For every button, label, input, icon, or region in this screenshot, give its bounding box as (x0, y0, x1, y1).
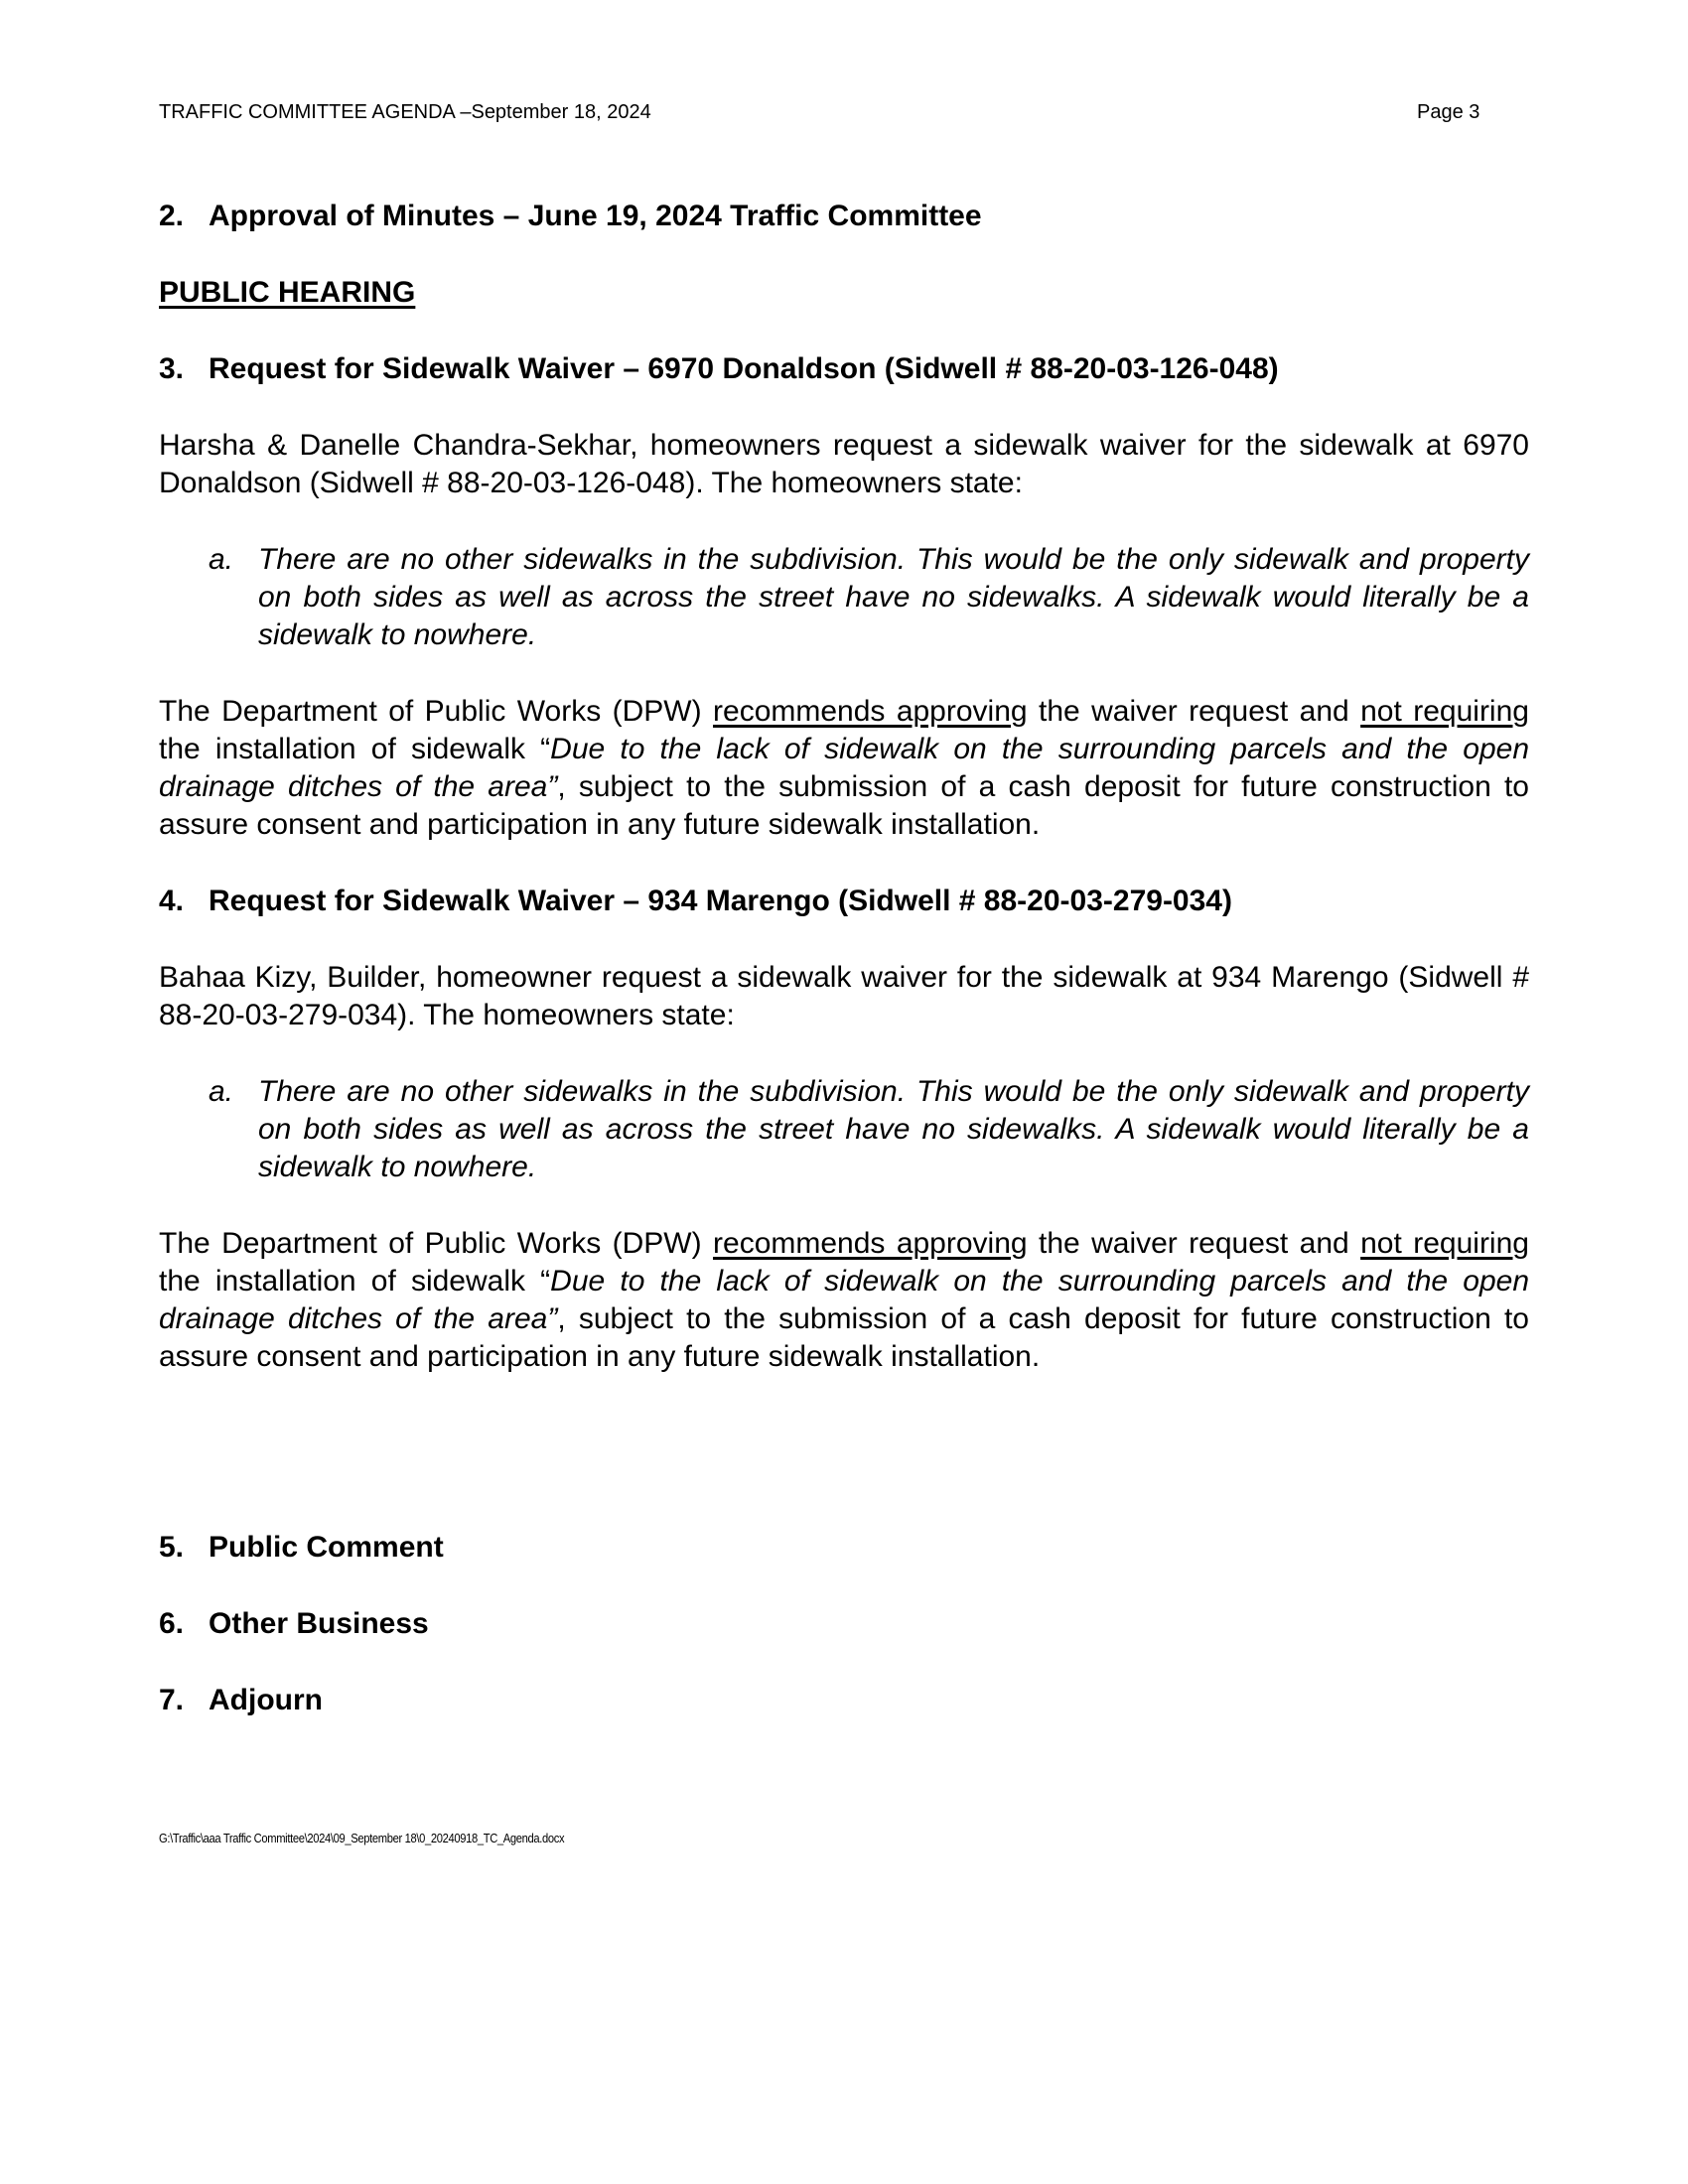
point-text: There are no other sidewalks in the subdivision. This would be the only sidewalk and property on both sides as well as across the street have no sidewalks. A sidewalk would literally be a sidewalk to nowhere. (258, 1075, 1529, 1183)
rec-quote: Due to the lack of sidewalk on the surrounding parcels and the open drainage ditches of the area” (159, 733, 1529, 803)
item-3-point-a (209, 541, 1529, 654)
agenda-item-6 (159, 1605, 1529, 1643)
rec-emphasis: not requiring (1360, 1227, 1529, 1260)
item-number: 5. (159, 1531, 185, 1564)
footer-file-path: G:\Traffic\aaa Traffic Committee\2024\09_September 18\0_20240918_TC_Agenda.docx (159, 1831, 565, 1845)
rec-emphasis: recommends approving (713, 1227, 1028, 1260)
item-3-intro: Harsha & Danelle Chandra-Sekhar, homeowners request a sidewalk waiver for the sidewalk at 6970 Donaldson (Sidwell # 88-20-03-126-048). The homeowners state: (159, 429, 1529, 499)
point-text: There are no other sidewalks in the subdivision. This would be the only sidewalk and property on both sides as well as across the street have no sidewalks. A sidewalk would literally be a sidewalk to nowhere. (258, 543, 1529, 651)
item-4-intro: Bahaa Kizy, Builder, homeowner request a sidewalk waiver for the sidewalk at 934 Marengo (Sidwell # 88-20-03-279-034). The homeowners state: (159, 961, 1529, 1031)
item-4-point-a (209, 1073, 1529, 1186)
item-3-recommendation (159, 693, 1529, 844)
section-heading: PUBLIC HEARING (159, 276, 416, 309)
rec-text: , subject to the submission of a cash deposit for future construction to assure consent and participation in any future sidewalk installation. (159, 770, 1529, 841)
point-letter: a. (209, 1075, 234, 1108)
rec-text: the waiver request and (1038, 695, 1349, 728)
item-number: 2. (159, 200, 185, 232)
header-page-number: Page 3 (1417, 101, 1480, 123)
rec-text: The Department of Public Works (DPW) (159, 1227, 702, 1260)
item-number: 6. (159, 1607, 185, 1640)
item-number: 3. (159, 352, 185, 385)
header-title: TRAFFIC COMMITTEE AGENDA –September 18, 2024 (159, 101, 651, 123)
item-title: Request for Sidewalk Waiver – 6970 Donaldson (Sidwell # 88-20-03-126-048) (209, 352, 1279, 385)
rec-text: the installation of sidewalk “ (159, 1265, 551, 1297)
item-number: 4. (159, 885, 185, 917)
agenda-item-5 (159, 1529, 1529, 1567)
item-4-recommendation (159, 1225, 1529, 1376)
item-title: Approval of Minutes – June 19, 2024 Traffic Committee (209, 200, 982, 232)
point-letter: a. (209, 543, 234, 576)
rec-text: The Department of Public Works (DPW) (159, 695, 702, 728)
item-title: Public Comment (209, 1531, 444, 1564)
item-number: 7. (159, 1684, 185, 1716)
agenda-item-4 (159, 883, 1529, 920)
agenda-item-2 (159, 198, 1529, 235)
item-title: Other Business (209, 1607, 429, 1640)
rec-text: the installation of sidewalk “ (159, 733, 551, 765)
rec-quote: Due to the lack of sidewalk on the surrounding parcels and the open drainage ditches of the area” (159, 1265, 1529, 1335)
rec-text: , subject to the submission of a cash deposit for future construction to assure consent and participation in any future sidewalk installation. (159, 1302, 1529, 1373)
item-title: Request for Sidewalk Waiver – 934 Marengo (Sidwell # 88-20-03-279-034) (209, 885, 1232, 917)
rec-emphasis: recommends approving (713, 695, 1028, 728)
item-title: Adjourn (209, 1684, 323, 1716)
rec-emphasis: not requiring (1360, 695, 1529, 728)
agenda-item-3 (159, 350, 1529, 388)
agenda-item-7 (159, 1682, 1529, 1719)
rec-text: the waiver request and (1038, 1227, 1349, 1260)
